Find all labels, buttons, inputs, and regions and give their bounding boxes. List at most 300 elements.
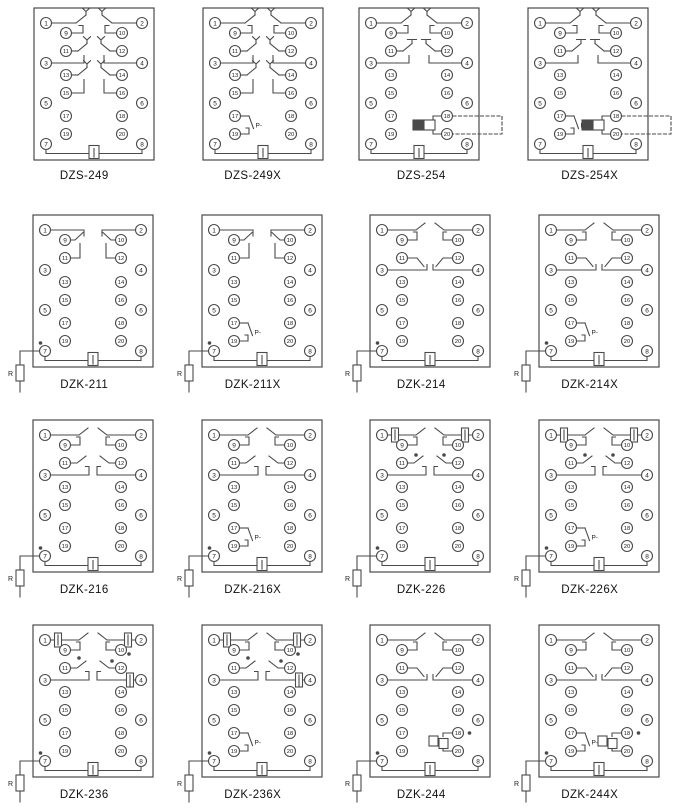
diagram-label: DZK-214X bbox=[561, 379, 619, 391]
svg-text:14: 14 bbox=[454, 690, 462, 697]
svg-text:1: 1 bbox=[537, 20, 542, 28]
svg-text:16: 16 bbox=[287, 91, 294, 98]
svg-text:3: 3 bbox=[43, 472, 47, 480]
svg-text:17: 17 bbox=[61, 731, 69, 738]
diagram-label: DZK-226 bbox=[396, 584, 446, 596]
svg-text:4: 4 bbox=[476, 677, 480, 685]
svg-text:11: 11 bbox=[61, 256, 69, 263]
svg-text:3: 3 bbox=[380, 267, 384, 275]
svg-text:19: 19 bbox=[567, 544, 574, 551]
svg-text:14: 14 bbox=[117, 485, 125, 492]
svg-text:17: 17 bbox=[387, 114, 395, 121]
svg-text:6: 6 bbox=[307, 307, 312, 315]
svg-text:4: 4 bbox=[140, 60, 144, 68]
svg-text:5: 5 bbox=[548, 717, 553, 725]
relay-diagram-cell bbox=[506, 195, 674, 400]
svg-text:9: 9 bbox=[231, 237, 236, 245]
svg-text:20: 20 bbox=[623, 544, 630, 551]
relay-diagram-cell bbox=[506, 0, 674, 195]
svg-text:10: 10 bbox=[454, 443, 462, 450]
svg-text:7: 7 bbox=[548, 758, 553, 766]
relay-schematic-svg bbox=[506, 605, 674, 810]
svg-text:8: 8 bbox=[476, 758, 480, 766]
svg-text:20: 20 bbox=[623, 339, 630, 346]
svg-text:6: 6 bbox=[307, 512, 312, 520]
svg-text:11: 11 bbox=[398, 666, 406, 673]
svg-text:3: 3 bbox=[212, 60, 217, 68]
svg-text:8: 8 bbox=[139, 758, 143, 766]
svg-text:4: 4 bbox=[633, 60, 638, 68]
svg-text:5: 5 bbox=[380, 512, 384, 520]
svg-text:2: 2 bbox=[476, 227, 480, 235]
svg-text:18: 18 bbox=[117, 731, 125, 738]
svg-text:12: 12 bbox=[623, 256, 630, 263]
svg-text:13: 13 bbox=[387, 73, 395, 80]
svg-text:10: 10 bbox=[117, 443, 125, 450]
svg-text:13: 13 bbox=[61, 280, 69, 287]
svg-text:7: 7 bbox=[369, 141, 373, 149]
svg-text:20: 20 bbox=[117, 544, 125, 551]
svg-text:R: R bbox=[344, 576, 350, 583]
svg-text:8: 8 bbox=[307, 348, 312, 356]
svg-text:13: 13 bbox=[556, 73, 563, 80]
svg-text:11: 11 bbox=[231, 49, 238, 56]
diagram-label: DZK-236 bbox=[59, 789, 109, 801]
svg-text:6: 6 bbox=[465, 100, 469, 108]
svg-text:8: 8 bbox=[476, 348, 480, 356]
svg-text:19: 19 bbox=[387, 132, 395, 139]
svg-text:6: 6 bbox=[139, 717, 143, 725]
svg-text:4: 4 bbox=[139, 472, 143, 480]
diagram-label: DZK-214 bbox=[396, 379, 446, 391]
svg-text:19: 19 bbox=[398, 749, 406, 756]
svg-text:8: 8 bbox=[307, 553, 312, 561]
svg-text:20: 20 bbox=[286, 544, 293, 551]
svg-text:13: 13 bbox=[61, 690, 69, 697]
svg-text:1: 1 bbox=[44, 20, 48, 28]
svg-text:20: 20 bbox=[623, 749, 630, 756]
svg-text:9: 9 bbox=[400, 237, 404, 245]
svg-text:1: 1 bbox=[43, 432, 47, 440]
relay-schematic-svg bbox=[169, 195, 338, 400]
svg-text:20: 20 bbox=[612, 132, 619, 139]
svg-text:4: 4 bbox=[644, 472, 649, 480]
svg-text:P-: P- bbox=[591, 329, 598, 337]
svg-text:8: 8 bbox=[633, 141, 638, 149]
relay-diagram-cell bbox=[169, 195, 338, 400]
svg-text:P-: P- bbox=[254, 739, 261, 747]
relay-schematic-svg bbox=[337, 605, 506, 810]
svg-text:14: 14 bbox=[287, 73, 294, 80]
svg-text:15: 15 bbox=[556, 91, 563, 98]
svg-text:13: 13 bbox=[230, 485, 237, 492]
svg-text:7: 7 bbox=[43, 553, 47, 561]
svg-text:11: 11 bbox=[62, 49, 70, 56]
svg-text:15: 15 bbox=[230, 708, 237, 715]
svg-text:5: 5 bbox=[212, 100, 217, 108]
svg-text:16: 16 bbox=[612, 91, 619, 98]
svg-text:18: 18 bbox=[118, 114, 126, 121]
svg-text:10: 10 bbox=[454, 238, 462, 245]
svg-text:5: 5 bbox=[380, 307, 384, 315]
svg-text:17: 17 bbox=[567, 526, 574, 533]
svg-text:4: 4 bbox=[644, 267, 649, 275]
svg-text:12: 12 bbox=[286, 461, 293, 468]
svg-text:19: 19 bbox=[398, 339, 406, 346]
svg-text:15: 15 bbox=[231, 91, 238, 98]
svg-text:10: 10 bbox=[287, 31, 294, 38]
svg-text:12: 12 bbox=[287, 49, 294, 56]
svg-text:18: 18 bbox=[623, 321, 630, 328]
svg-text:15: 15 bbox=[61, 298, 69, 305]
svg-text:4: 4 bbox=[308, 60, 313, 68]
relay-schematic-svg bbox=[337, 0, 506, 195]
svg-text:11: 11 bbox=[61, 461, 69, 468]
svg-text:7: 7 bbox=[211, 758, 216, 766]
svg-text:15: 15 bbox=[567, 298, 574, 305]
svg-text:20: 20 bbox=[117, 339, 125, 346]
svg-text:7: 7 bbox=[380, 348, 384, 356]
diagram-label: DZK-216X bbox=[224, 584, 282, 596]
svg-text:15: 15 bbox=[230, 298, 237, 305]
svg-text:14: 14 bbox=[623, 485, 630, 492]
svg-text:P-: P- bbox=[254, 329, 261, 337]
svg-text:16: 16 bbox=[118, 91, 126, 98]
svg-text:12: 12 bbox=[454, 461, 462, 468]
svg-text:20: 20 bbox=[287, 132, 294, 139]
relay-diagram-cell bbox=[337, 0, 506, 195]
svg-text:14: 14 bbox=[623, 280, 630, 287]
relay-diagram-cell bbox=[0, 400, 169, 605]
svg-text:2: 2 bbox=[307, 637, 312, 645]
svg-text:16: 16 bbox=[623, 503, 630, 510]
svg-text:14: 14 bbox=[443, 73, 451, 80]
svg-text:16: 16 bbox=[623, 298, 630, 305]
svg-text:13: 13 bbox=[398, 485, 406, 492]
svg-text:3: 3 bbox=[43, 267, 47, 275]
relay-diagram-cell bbox=[0, 605, 169, 810]
svg-text:2: 2 bbox=[476, 432, 480, 440]
svg-text:R: R bbox=[7, 576, 13, 583]
svg-text:2: 2 bbox=[476, 637, 480, 645]
svg-text:2: 2 bbox=[308, 20, 313, 28]
svg-text:10: 10 bbox=[117, 238, 125, 245]
svg-text:10: 10 bbox=[286, 238, 293, 245]
svg-text:R: R bbox=[176, 576, 182, 583]
svg-text:12: 12 bbox=[117, 256, 125, 263]
svg-text:4: 4 bbox=[307, 472, 312, 480]
svg-text:8: 8 bbox=[644, 553, 649, 561]
svg-text:5: 5 bbox=[380, 717, 384, 725]
svg-text:7: 7 bbox=[211, 553, 216, 561]
svg-text:12: 12 bbox=[454, 666, 462, 673]
svg-text:P-: P- bbox=[591, 534, 598, 542]
diagram-label: DZK-226X bbox=[561, 584, 619, 596]
svg-text:19: 19 bbox=[230, 544, 237, 551]
svg-text:6: 6 bbox=[307, 717, 312, 725]
svg-text:10: 10 bbox=[443, 31, 451, 38]
relay-diagram-cell bbox=[506, 605, 674, 810]
svg-text:2: 2 bbox=[465, 20, 469, 28]
svg-text:6: 6 bbox=[139, 512, 143, 520]
svg-text:6: 6 bbox=[644, 512, 649, 520]
svg-text:19: 19 bbox=[230, 339, 237, 346]
svg-text:10: 10 bbox=[623, 238, 630, 245]
svg-text:11: 11 bbox=[398, 461, 406, 468]
svg-text:R: R bbox=[513, 781, 519, 788]
svg-text:14: 14 bbox=[117, 690, 125, 697]
relay-schematic-svg bbox=[337, 400, 506, 605]
svg-text:13: 13 bbox=[398, 280, 406, 287]
svg-text:14: 14 bbox=[286, 690, 293, 697]
svg-text:16: 16 bbox=[117, 298, 125, 305]
svg-text:15: 15 bbox=[62, 91, 70, 98]
svg-text:2: 2 bbox=[139, 637, 143, 645]
svg-text:2: 2 bbox=[633, 20, 638, 28]
svg-text:4: 4 bbox=[139, 677, 143, 685]
svg-text:R: R bbox=[344, 781, 350, 788]
svg-text:19: 19 bbox=[230, 749, 237, 756]
svg-text:20: 20 bbox=[117, 749, 125, 756]
svg-text:14: 14 bbox=[117, 280, 125, 287]
svg-text:18: 18 bbox=[286, 731, 293, 738]
svg-text:17: 17 bbox=[230, 321, 237, 328]
svg-text:6: 6 bbox=[308, 100, 313, 108]
svg-text:5: 5 bbox=[44, 100, 48, 108]
relay-diagram-cell bbox=[337, 400, 506, 605]
svg-text:9: 9 bbox=[568, 442, 573, 450]
svg-text:18: 18 bbox=[287, 114, 294, 121]
svg-text:12: 12 bbox=[118, 49, 126, 56]
svg-text:2: 2 bbox=[307, 432, 312, 440]
svg-text:5: 5 bbox=[43, 512, 47, 520]
svg-text:8: 8 bbox=[139, 553, 143, 561]
svg-text:18: 18 bbox=[117, 526, 125, 533]
svg-text:R: R bbox=[513, 576, 519, 583]
svg-text:7: 7 bbox=[548, 553, 553, 561]
svg-text:4: 4 bbox=[644, 677, 649, 685]
relay-schematic-svg bbox=[169, 400, 338, 605]
svg-text:4: 4 bbox=[476, 267, 480, 275]
svg-text:16: 16 bbox=[117, 708, 125, 715]
svg-text:1: 1 bbox=[380, 227, 384, 235]
svg-text:6: 6 bbox=[140, 100, 144, 108]
svg-text:7: 7 bbox=[380, 553, 384, 561]
svg-text:18: 18 bbox=[612, 114, 619, 121]
svg-text:6: 6 bbox=[633, 100, 638, 108]
svg-text:17: 17 bbox=[398, 731, 406, 738]
svg-text:12: 12 bbox=[623, 666, 630, 673]
svg-text:19: 19 bbox=[398, 544, 406, 551]
svg-text:14: 14 bbox=[118, 73, 126, 80]
svg-text:17: 17 bbox=[230, 526, 237, 533]
svg-text:18: 18 bbox=[454, 731, 462, 738]
svg-text:15: 15 bbox=[61, 503, 69, 510]
svg-text:11: 11 bbox=[567, 666, 574, 673]
svg-text:1: 1 bbox=[380, 637, 384, 645]
diagram-label: DZK-244X bbox=[561, 789, 619, 801]
relay-schematic-svg bbox=[0, 0, 169, 195]
svg-text:9: 9 bbox=[568, 647, 573, 655]
svg-text:4: 4 bbox=[139, 267, 143, 275]
svg-text:R: R bbox=[7, 781, 13, 788]
svg-text:15: 15 bbox=[567, 503, 574, 510]
svg-text:3: 3 bbox=[44, 60, 48, 68]
svg-text:16: 16 bbox=[286, 503, 293, 510]
svg-text:4: 4 bbox=[307, 267, 312, 275]
svg-text:1: 1 bbox=[548, 432, 553, 440]
svg-text:10: 10 bbox=[286, 443, 293, 450]
svg-text:R: R bbox=[176, 371, 182, 378]
relay-schematic-svg bbox=[506, 0, 674, 195]
svg-text:9: 9 bbox=[64, 30, 68, 38]
diagram-label: DZK-216 bbox=[59, 584, 109, 596]
svg-text:9: 9 bbox=[63, 442, 67, 450]
svg-text:9: 9 bbox=[568, 237, 573, 245]
svg-text:9: 9 bbox=[557, 30, 562, 38]
svg-text:19: 19 bbox=[61, 339, 69, 346]
svg-text:1: 1 bbox=[380, 432, 384, 440]
svg-text:18: 18 bbox=[623, 526, 630, 533]
svg-text:3: 3 bbox=[43, 677, 47, 685]
svg-text:5: 5 bbox=[548, 307, 553, 315]
svg-text:20: 20 bbox=[454, 339, 462, 346]
svg-text:1: 1 bbox=[43, 227, 47, 235]
svg-text:1: 1 bbox=[548, 637, 553, 645]
svg-text:16: 16 bbox=[623, 708, 630, 715]
diagram-label: DZK-236X bbox=[224, 789, 282, 801]
svg-text:17: 17 bbox=[231, 114, 238, 121]
svg-text:16: 16 bbox=[454, 503, 462, 510]
svg-text:13: 13 bbox=[230, 280, 237, 287]
svg-text:8: 8 bbox=[465, 141, 469, 149]
svg-text:17: 17 bbox=[556, 114, 563, 121]
svg-text:P-: P- bbox=[591, 739, 598, 747]
svg-text:18: 18 bbox=[117, 321, 125, 328]
svg-text:14: 14 bbox=[623, 690, 630, 697]
svg-text:3: 3 bbox=[548, 677, 553, 685]
relay-schematic-svg bbox=[0, 400, 169, 605]
svg-text:7: 7 bbox=[537, 141, 542, 149]
svg-text:5: 5 bbox=[548, 512, 553, 520]
svg-text:3: 3 bbox=[380, 472, 384, 480]
svg-text:7: 7 bbox=[43, 348, 47, 356]
svg-text:19: 19 bbox=[61, 544, 69, 551]
svg-text:18: 18 bbox=[286, 321, 293, 328]
relay-schematic-svg bbox=[506, 195, 674, 400]
svg-text:20: 20 bbox=[286, 749, 293, 756]
svg-text:R: R bbox=[513, 371, 519, 378]
relay-schematic-svg bbox=[506, 400, 674, 605]
svg-text:17: 17 bbox=[398, 321, 406, 328]
svg-text:15: 15 bbox=[398, 503, 406, 510]
svg-text:9: 9 bbox=[232, 30, 237, 38]
svg-text:5: 5 bbox=[537, 100, 542, 108]
svg-text:10: 10 bbox=[117, 648, 125, 655]
svg-text:8: 8 bbox=[308, 141, 313, 149]
svg-text:16: 16 bbox=[286, 708, 293, 715]
svg-text:8: 8 bbox=[139, 348, 143, 356]
svg-text:13: 13 bbox=[61, 485, 69, 492]
svg-text:7: 7 bbox=[44, 141, 48, 149]
svg-text:13: 13 bbox=[567, 690, 574, 697]
svg-text:11: 11 bbox=[567, 256, 574, 263]
svg-text:15: 15 bbox=[230, 503, 237, 510]
svg-text:P-: P- bbox=[255, 122, 262, 130]
relay-schematic-svg bbox=[169, 0, 338, 195]
svg-text:2: 2 bbox=[644, 227, 649, 235]
relay-diagram-cell bbox=[169, 400, 338, 605]
svg-text:20: 20 bbox=[118, 132, 126, 139]
svg-text:8: 8 bbox=[307, 758, 312, 766]
svg-text:9: 9 bbox=[400, 647, 404, 655]
svg-text:18: 18 bbox=[286, 526, 293, 533]
svg-text:3: 3 bbox=[211, 267, 216, 275]
svg-text:19: 19 bbox=[556, 132, 563, 139]
svg-text:8: 8 bbox=[140, 141, 144, 149]
svg-text:15: 15 bbox=[567, 708, 574, 715]
svg-text:5: 5 bbox=[369, 100, 373, 108]
svg-text:4: 4 bbox=[307, 677, 312, 685]
svg-text:16: 16 bbox=[443, 91, 451, 98]
svg-text:9: 9 bbox=[389, 30, 393, 38]
svg-text:15: 15 bbox=[398, 708, 406, 715]
svg-text:2: 2 bbox=[139, 227, 143, 235]
svg-text:13: 13 bbox=[231, 73, 238, 80]
svg-text:19: 19 bbox=[61, 749, 69, 756]
svg-text:7: 7 bbox=[548, 348, 553, 356]
diagram-label: DZK-244 bbox=[396, 789, 446, 801]
svg-text:1: 1 bbox=[369, 20, 373, 28]
svg-text:16: 16 bbox=[454, 298, 462, 305]
svg-text:20: 20 bbox=[454, 544, 462, 551]
svg-text:2: 2 bbox=[644, 637, 649, 645]
svg-text:4: 4 bbox=[465, 60, 469, 68]
svg-text:2: 2 bbox=[307, 227, 312, 235]
svg-text:1: 1 bbox=[211, 432, 216, 440]
svg-text:1: 1 bbox=[211, 637, 216, 645]
svg-text:12: 12 bbox=[286, 666, 293, 673]
svg-text:9: 9 bbox=[63, 237, 67, 245]
svg-text:12: 12 bbox=[612, 49, 619, 56]
svg-text:3: 3 bbox=[369, 60, 373, 68]
svg-text:19: 19 bbox=[567, 749, 574, 756]
svg-text:19: 19 bbox=[231, 132, 238, 139]
svg-text:11: 11 bbox=[387, 49, 395, 56]
svg-text:7: 7 bbox=[211, 348, 216, 356]
svg-text:8: 8 bbox=[644, 758, 649, 766]
svg-text:15: 15 bbox=[398, 298, 406, 305]
svg-text:18: 18 bbox=[623, 731, 630, 738]
svg-text:12: 12 bbox=[623, 461, 630, 468]
diagram-label: DZS-254X bbox=[561, 170, 619, 182]
relay-diagram-cell bbox=[337, 605, 506, 810]
svg-text:10: 10 bbox=[454, 648, 462, 655]
svg-text:11: 11 bbox=[567, 461, 574, 468]
svg-text:2: 2 bbox=[139, 432, 143, 440]
svg-text:18: 18 bbox=[454, 526, 462, 533]
svg-text:17: 17 bbox=[61, 321, 69, 328]
svg-text:6: 6 bbox=[644, 307, 649, 315]
svg-text:7: 7 bbox=[43, 758, 47, 766]
svg-text:9: 9 bbox=[400, 442, 404, 450]
svg-text:11: 11 bbox=[61, 666, 69, 673]
svg-text:19: 19 bbox=[62, 132, 70, 139]
svg-text:10: 10 bbox=[286, 648, 293, 655]
svg-text:20: 20 bbox=[454, 749, 462, 756]
svg-text:R: R bbox=[7, 371, 13, 378]
relay-diagram-cell bbox=[169, 0, 338, 195]
